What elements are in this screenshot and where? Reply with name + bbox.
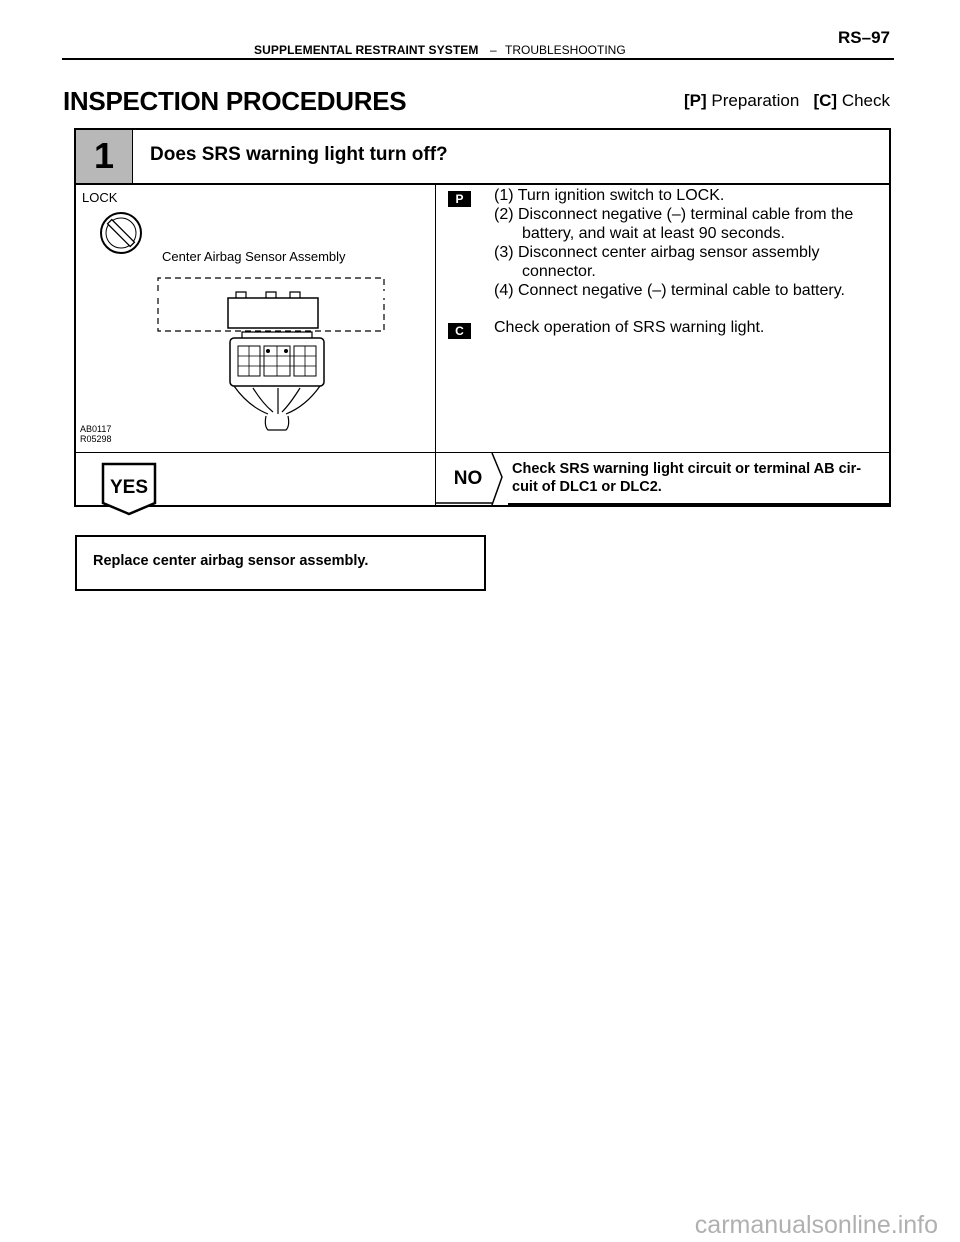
preparation-step-2: (2) Disconnect negative (–) terminal cable from the bbox=[494, 206, 854, 223]
legend bbox=[684, 91, 890, 111]
step-number-cell bbox=[76, 130, 132, 183]
preparation-badge: P bbox=[448, 191, 471, 207]
check-instruction: Check operation of SRS warning light. bbox=[494, 319, 765, 336]
assembly-label: Center Airbag Sensor Assembly bbox=[162, 249, 346, 264]
preparation-step-3-cont: connector. bbox=[522, 263, 596, 280]
figure-code-1: AB0117 bbox=[80, 424, 112, 434]
preparation-step-1: (1) Turn ignition switch to LOCK. bbox=[494, 187, 725, 204]
page-number: RS–97 bbox=[838, 28, 890, 47]
header-rule bbox=[62, 58, 894, 60]
check-badge: C bbox=[448, 323, 471, 339]
sensor-connector bbox=[230, 332, 324, 386]
figure-code-2: R05298 bbox=[80, 434, 112, 444]
legend-c-label: Check bbox=[841, 91, 890, 110]
legend-p-label: Preparation bbox=[711, 91, 800, 110]
step-number-divider bbox=[132, 130, 133, 183]
header-separator: – bbox=[490, 43, 497, 57]
airbag-sensor-diagram bbox=[78, 186, 433, 448]
header-subsection-title: TROUBLESHOOTING bbox=[505, 43, 626, 57]
yes-branch-arrow bbox=[101, 462, 157, 516]
header-section-title: SUPPLEMENTAL RESTRAINT SYSTEM bbox=[254, 43, 479, 57]
sensor-assembly-outline bbox=[158, 278, 384, 331]
no-branch-arrow bbox=[436, 453, 508, 505]
step-number: 1 bbox=[93, 135, 115, 176]
ignition-lock-icon bbox=[101, 213, 141, 253]
page-title: INSPECTION PROCEDURES bbox=[63, 86, 407, 116]
preparation-step-3: (3) Disconnect center airbag sensor assembly bbox=[494, 244, 820, 261]
step-title-rule bbox=[76, 183, 890, 185]
no-action-line-1: Check SRS warning light circuit or terminal AB cir- bbox=[512, 461, 862, 477]
no-action-text bbox=[512, 460, 861, 496]
step-question: Does SRS warning light turn off? bbox=[150, 144, 448, 165]
preparation-step-2-cont: battery, and wait at least 90 seconds. bbox=[522, 225, 785, 242]
legend-c-code: [C] bbox=[813, 91, 838, 110]
no-branch-rule bbox=[508, 503, 891, 505]
legend-p-code: [P] bbox=[684, 91, 707, 110]
yes-label: YES bbox=[109, 477, 149, 498]
result-text: Replace center airbag sensor assembly. bbox=[93, 553, 369, 569]
lock-label: LOCK bbox=[82, 190, 118, 205]
no-action-line-2: cuit of DLC1 or DLC2. bbox=[512, 479, 662, 495]
wire-harness bbox=[234, 386, 320, 430]
watermark: carmanualsonline.info bbox=[694, 1211, 938, 1239]
no-label: NO bbox=[453, 468, 483, 489]
preparation-step-4: (4) Connect negative (–) terminal cable to battery. bbox=[494, 282, 845, 299]
